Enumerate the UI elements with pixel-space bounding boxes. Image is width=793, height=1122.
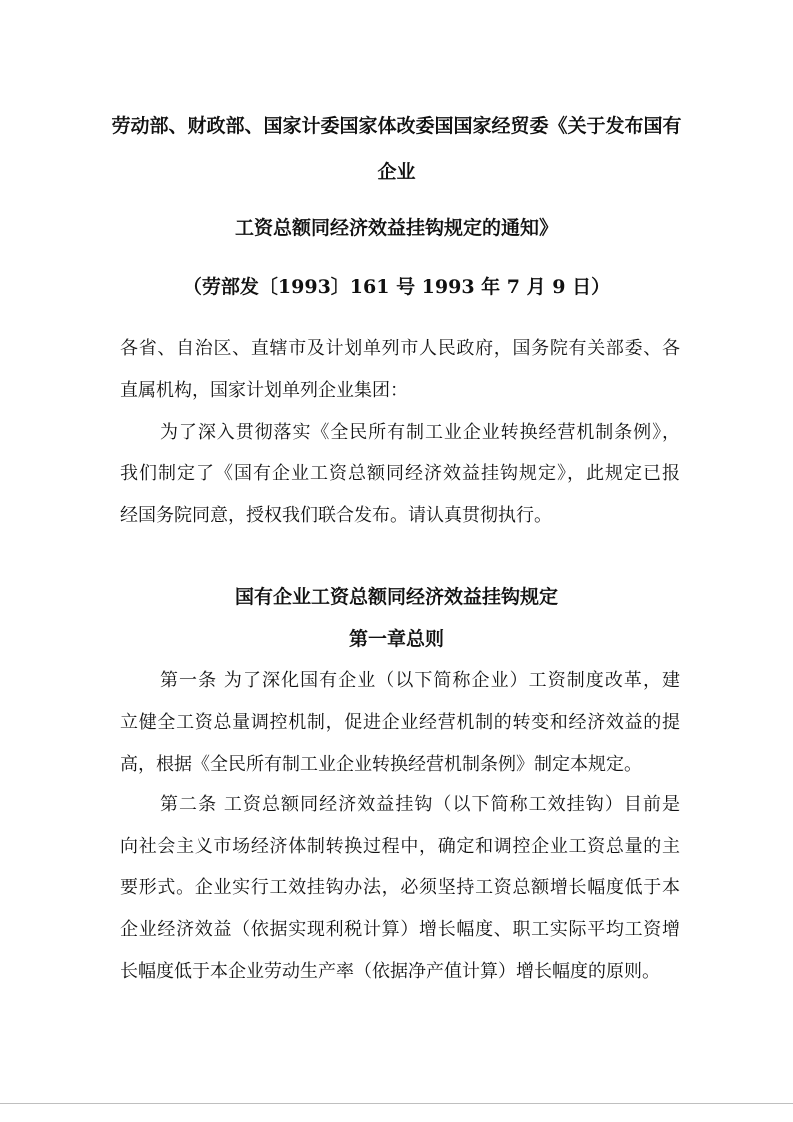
addressee-line-1: 各省、自治区、直辖市及计划单列市人民政府，国务院有关部委、各 (120, 338, 680, 359)
notice-paragraph-line-1: 为了深入贯彻落实《全民所有制工业企业转换经营机制条例》， (160, 422, 680, 443)
chapter-title: 第一章总则 (348, 628, 444, 650)
article-1-line-1: 第一条 为了深化国有企业（以下简称企业）工资制度改革，建 (160, 670, 680, 691)
regulation-title: 国有企业工资总额同经济效益挂钩规定 (234, 586, 558, 608)
article-1-line-2: 立健全工资总量调控机制，促进企业经营机制的转变和经济效益的提 (120, 712, 680, 733)
notice-title-line-3: 工资总额同经济效益挂钩规定的通知》 (234, 217, 558, 239)
page-bottom-rule (0, 1103, 793, 1104)
article-1-line-3: 高，根据《全民所有制工业企业转换经营机制条例》制定本规定。 (120, 754, 642, 775)
notice-title-line-1: 劳动部、财政部、国家计委国家体改委国国家经贸委《关于发布国有 (111, 115, 682, 137)
article-2-line-3: 要形式。企业实行工效挂钩办法，必须坚持工资总额增长幅度低于本 (120, 877, 680, 898)
addressee-line-2: 直属机构，国家计划单列企业集团： (120, 380, 408, 401)
article-2-line-2: 向社会主义市场经济体制转换过程中，确定和调控企业工资总量的主 (120, 836, 680, 857)
notice-paragraph-line-2: 我们制定了《国有企业工资总额同经济效益挂钩规定》，此规定已报 (120, 463, 680, 484)
article-2-line-5: 长幅度低于本企业劳动生产率（依据净产值计算）增长幅度的原则。 (120, 961, 660, 982)
notice-paragraph-line-3: 经国务院同意，授权我们联合发布。请认真贯彻执行。 (120, 505, 552, 526)
notice-title-line-2: 企业 (377, 161, 416, 183)
article-2-line-4: 企业经济效益（依据实现利税计算）增长幅度、职工实际平均工资增 (120, 919, 680, 940)
article-2-line-1: 第二条 工资总额同经济效益挂钩（以下简称工效挂钩）目前是 (160, 794, 680, 815)
document-number-date: （劳部发〔1993〕161 号 1993 年 7 月 9 日） (182, 276, 611, 298)
